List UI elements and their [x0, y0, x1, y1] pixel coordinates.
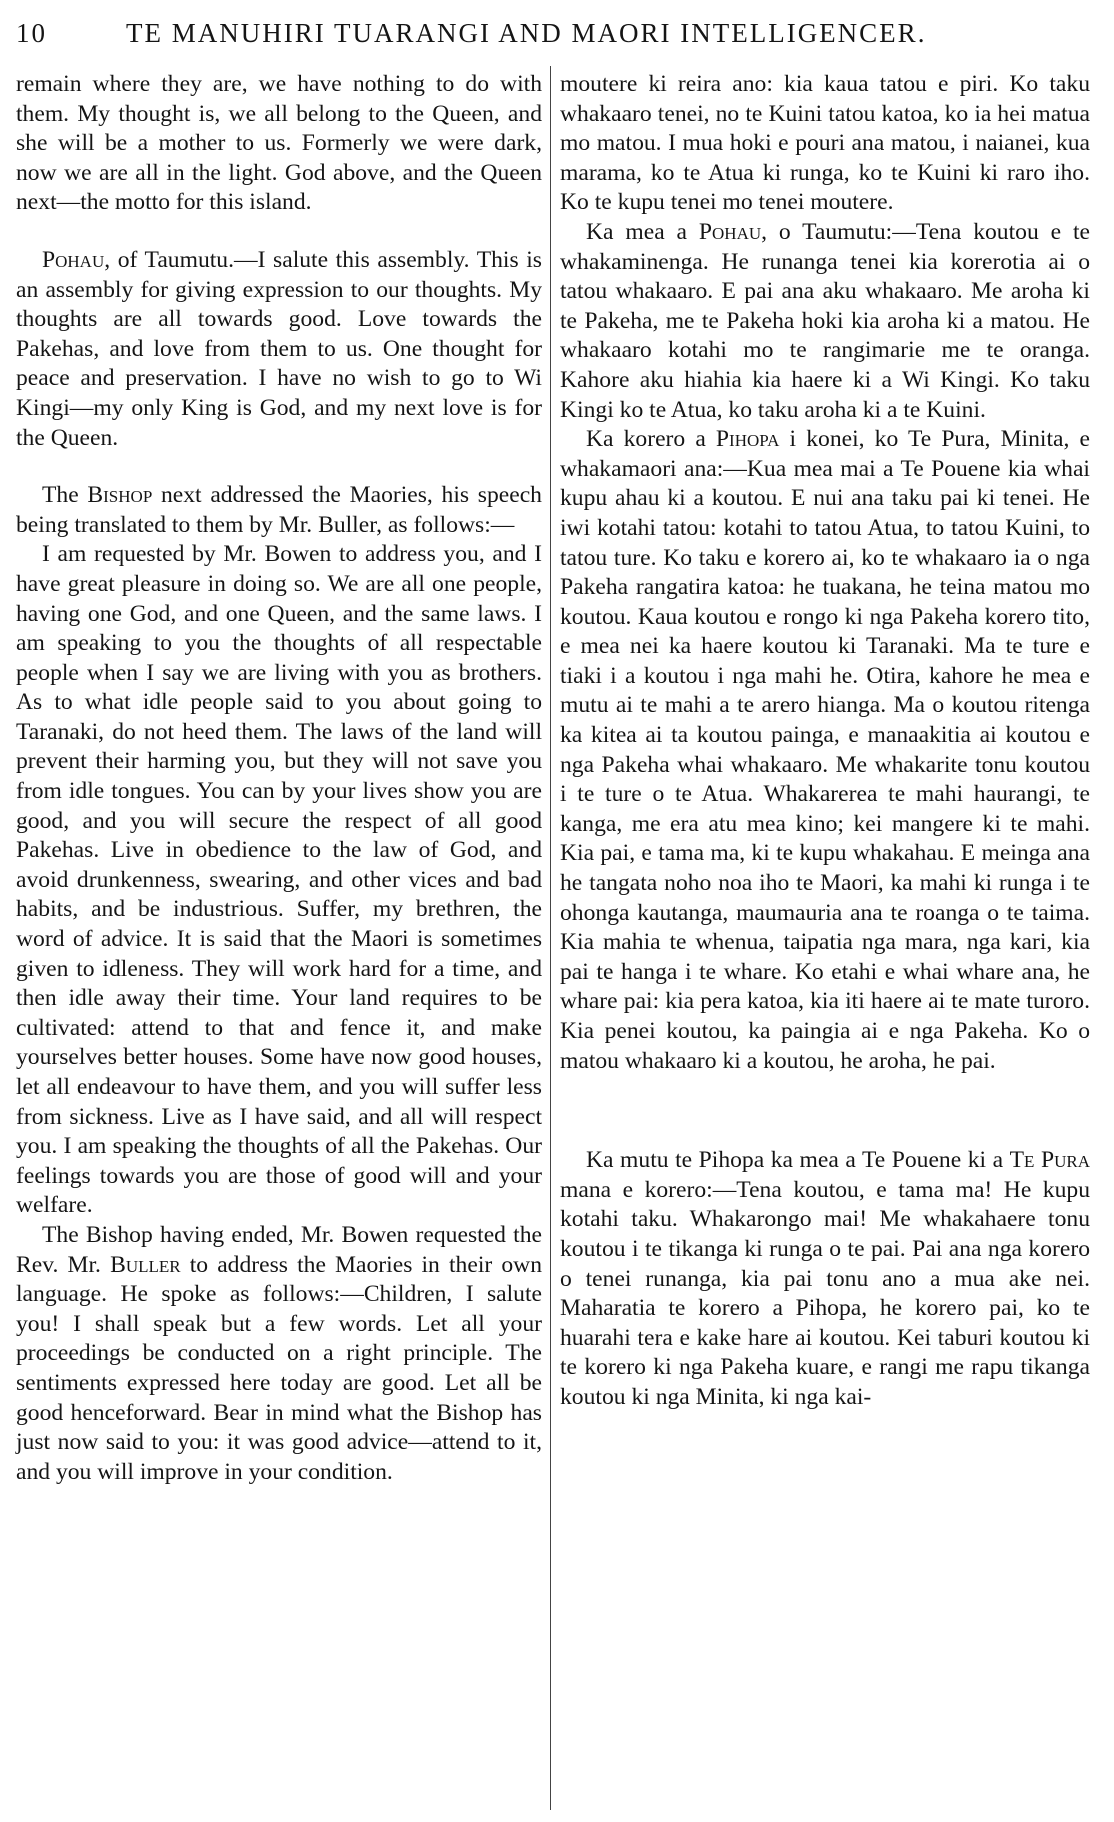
paragraph-pohau: Pohau, of Taumutu.—I salute this assembly. This is an assembly for giving expression to our thoughts. My thoughts are all towards good. Love towards the Pakehas, and love from them to us. One thought for peace and preservation. I have no wish to go to Wi Kingi—my only King is God, and my next love is for the Queen. — [16, 246, 542, 451]
maori-column — [560, 70, 1090, 1413]
page-number: 10 — [16, 18, 47, 48]
column-divider — [550, 66, 551, 1810]
paragraph-buller: The Bishop having ended, Mr. Bowen requested the Rev. Mr. Buller to address the Maories in their own language. He spoke as follows:—Children, I salute you! I shall speak but a few words. Let all your proceedings be conducted on a right principle. The sentiments expressed here today are good. Let all be good henceforward. Bear in mind what the Bishop has just now said to you: it was good advice—attend to it, and you will improve in your condition. — [16, 1221, 542, 1485]
speaker-name: Bishop — [87, 482, 153, 509]
speaker-name: Pohau — [42, 246, 105, 273]
page-header — [16, 14, 1096, 54]
paragraph-pihopa-maori: Ka korero a Pihopa i konei, ko Te Pura, Minita, e whakamaori ana:—Kua mea mai a Te Pouene kia whai kupu ahau ki a koutou. E nui ana taku pai ki tenei. He iwi kotahi tatou: kotahi to tatou Atua, to tatou Kuini, to tatou ture. Ko taku e korero ai, ko te whakaaro ia o nga Pakeha rangatira katoa: he tuakana, he teina matou mo koutou. Kaua koutou e rongo ki nga Pakeha korero tito, e mea nei ka haere koutou ki Taranaki. Ma te ture e tiaki i a koutou i nga mahi he. Otira, kahore he mea e mutu ai te mahi a te arero hianga. Ma o koutou ritenga ka kitea ai ta koutou painga, e manaakitia ai koutou e nga Pakeha whai whakaaro. Me whakarite tonu koutou i te ture o te Atua. Whakarerea te mahi haurangi, te kanga, me era atu mea kino; kei mangere ki te mahi. Kia pai, e tama ma, ki te kupu whakahau. E meinga ana he tangata noho noa iho te Maori, ka mahi ki runga i te ohonga kautanga, maumauria ana te roanga o te taima. Kia mahia te whenua, taipatia nga mara, nga kari, kia pai te hanga i te whare. Ko etahi e whai whare ana, he whare pai: kia pera katoa, kia iti haere ai te mate turoro. Kia penei koutou, ka paingia ai e nga Pakeha. Ko o matou whakaaro ki a koutou, he aroha, he pai. — [560, 426, 1090, 1074]
speaker-name: Te Pura — [1009, 1147, 1090, 1174]
speaker-name: Pohau — [698, 218, 762, 245]
paragraph-motto: remain where they are, we have nothing to do with them. My thought is, we all belong to the Queen, and she will be a mother to us. Formerly we were dark, now we are all in the light. God above, and the Queen next—the motto for this island. — [16, 71, 542, 216]
paragraph-motto-maori: moutere ki reira ano: kia kaua tatou e piri. Ko taku whakaaro tenei, no te Kuini tatou katoa, ko ia hei matua mo matou. I mua hoki e pouri ana matou, i naianei, kua marama, ko te Atua ki runga, ko te Kuini ki raro iho. Ko te kupu tenei mo tenei moutere. — [560, 71, 1090, 216]
paragraph-pohau-maori: Ka mea a Pohau, o Taumutu:—Tena koutou e te whakaminenga. He runanga tenei kia korerotia ai o tatou whakaaro. E pai ana aku whakaaro. Me aroha ki te Pakeha, me te Pakeha hoki kia aroha ki a matou. He whakaaro kotahi mo te rangimarie me te oranga. Kahore aku hiahia kia haere ki a Wi Kingi. Ko taku Kingi ko te Atua, ko taku aroha ki a te Kuini. — [560, 218, 1090, 423]
speaker-name: Buller — [110, 1251, 181, 1278]
english-column — [16, 70, 542, 1487]
paragraph-bishop-speech: I am requested by Mr. Bowen to address you, and I have great pleasure in doing so. We are all one people, having one God, and one Queen, and the same laws. I am speaking to you the thoughts of all respectable people when I say we are living with you as brothers. As to what idle people said to you about going to Taranaki, do not heed them. The laws of the land will prevent their harming you, but they will not save you from idle tongues. You can by your lives show you are good, and you will secure the respect of all good Pakehas. Live in obedience to the law of God, and avoid drunkenness, swearing, and other vices and bad habits, and be industrious. Suffer, my brethren, the word of advice. It is said that the Maori is sometimes given to idleness. They will work hard for a time, and then idle away their time. Your land requires to be cultivated: attend to that and fence it, and make yourselves better houses. Some have now good houses, let all endeavour to have them, and you will suffer less from sickness. Live as I have said, and all will respect you. I am speaking the thoughts of all the Pakehas. Our feelings towards you are those of good will and your welfare. — [16, 541, 542, 1219]
paragraph-te-pura-maori: Ka mutu te Pihopa ka mea a Te Pouene ki a Te Pura mana e korero:—Tena koutou, e tama ma! He kupu kotahi taku. Whakarongo mai! Me whakahaere tonu koutou i te tikanga ki runga o te pai. Pai ana nga korero o tenei runanga, kia pai tonu ano a mua ake nei. Maharatia te korero a Pihopa, he korero pai, ko te huarahi tera e kake hare ai koutou. Kei taburi koutou ki te korero ki nga Pakeha kuare, e rangi me rapu tikanga koutou ki nga Minita, ki nga kai- — [560, 1147, 1090, 1410]
paragraph-bishop-intro: The Bishop next addressed the Maories, his speech being translated to them by Mr. Buller, as follows:— — [16, 482, 542, 538]
speaker-name: Pihopa — [715, 426, 780, 453]
running-title: TE MANUHIRI TUARANGI AND MAORI INTELLIGENCER. — [126, 18, 927, 48]
